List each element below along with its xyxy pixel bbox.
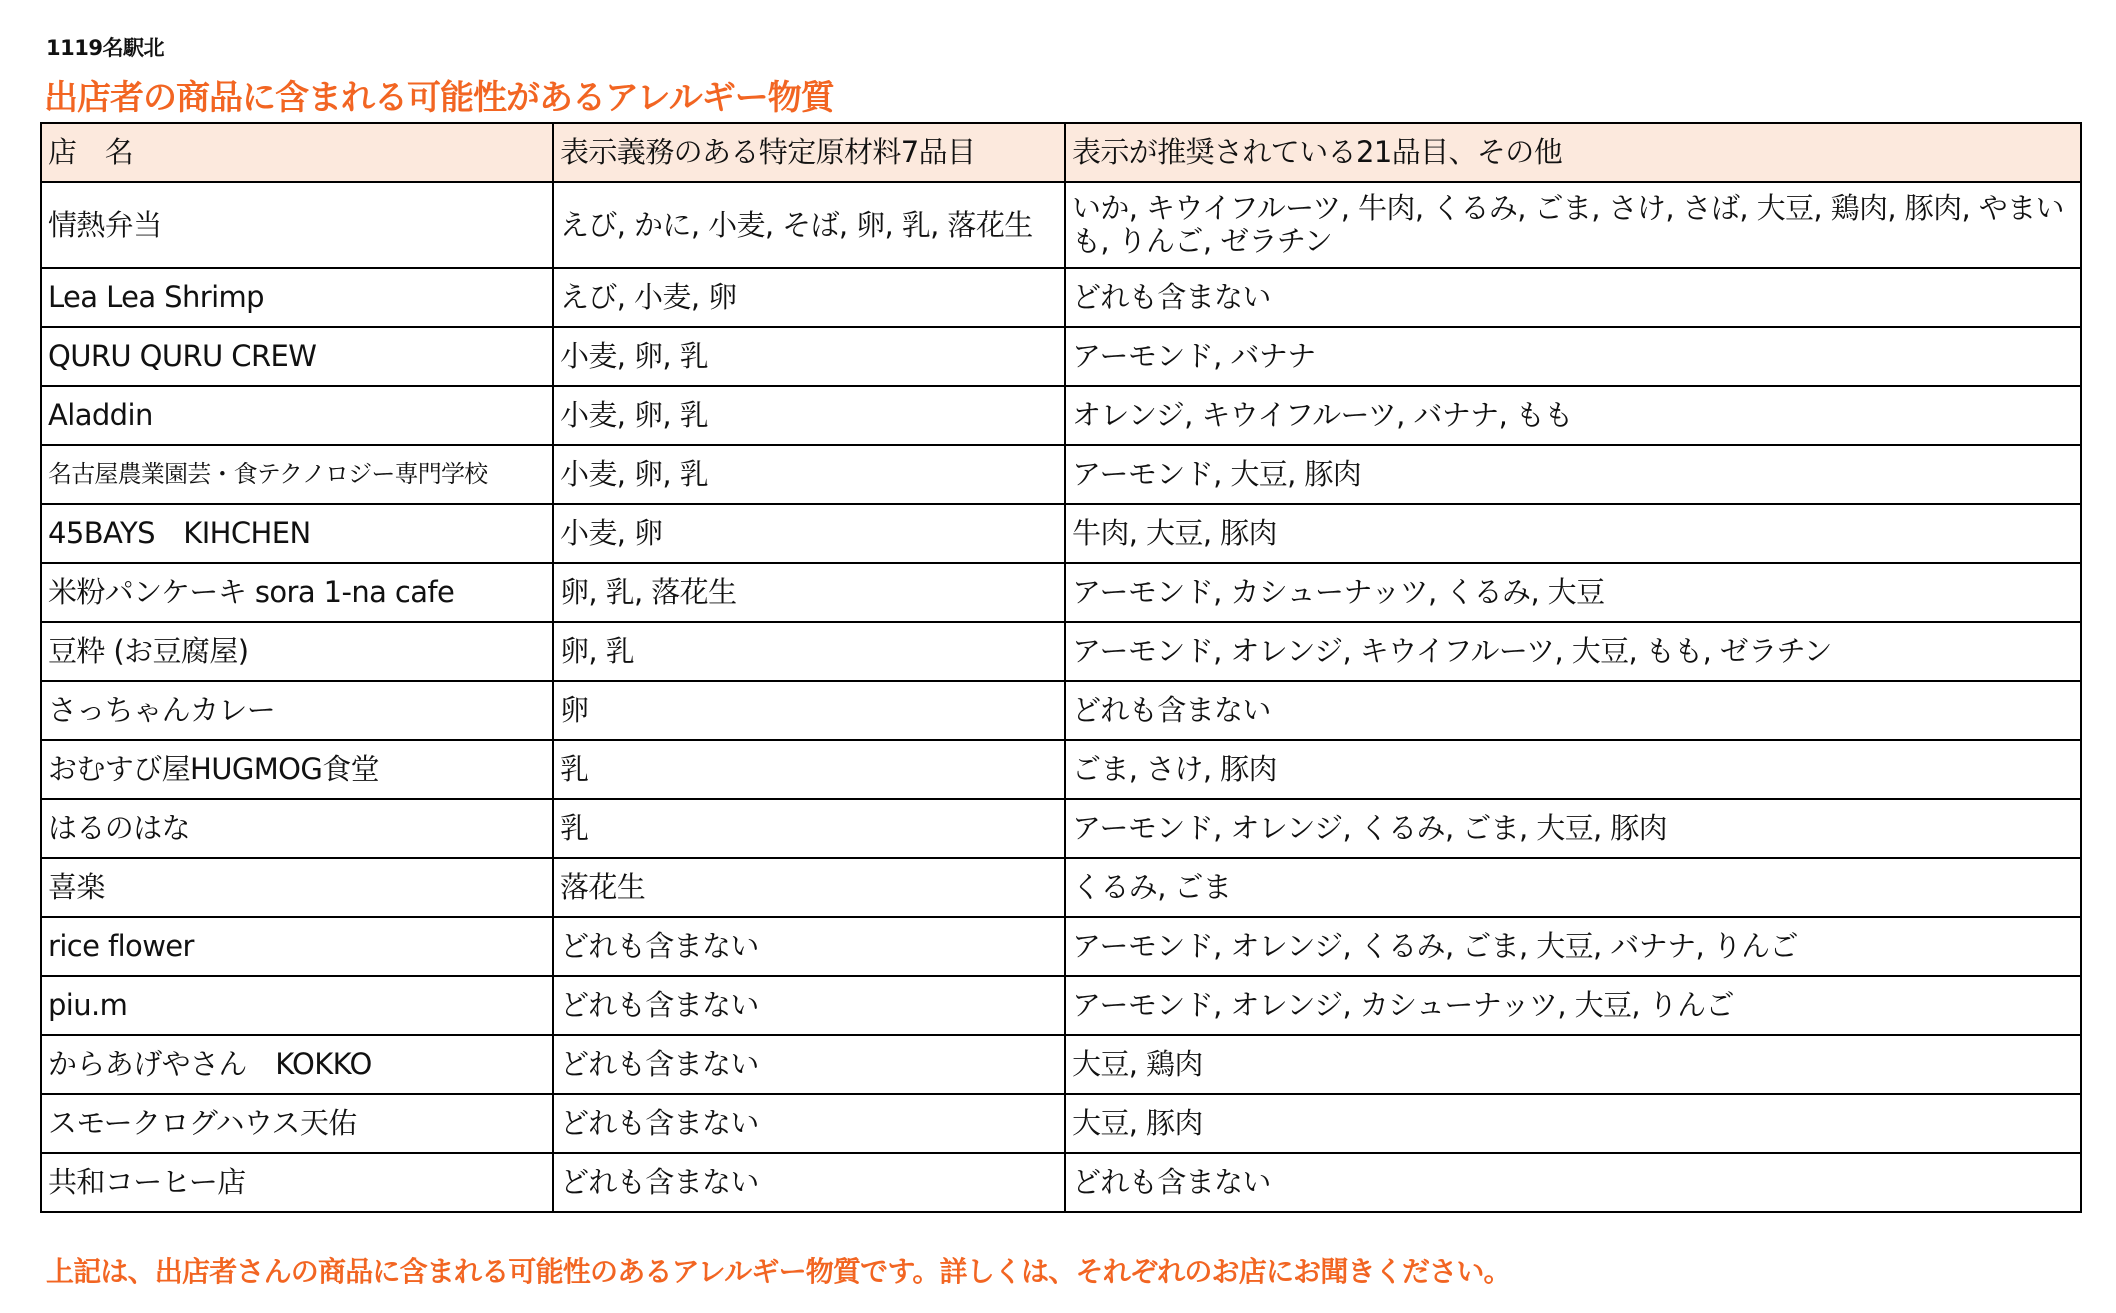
- cell-recommended: アーモンド, 大豆, 豚肉: [1065, 445, 2081, 504]
- cell-mandatory: 卵, 乳: [553, 622, 1065, 681]
- cell-mandatory: 卵: [553, 681, 1065, 740]
- header-mandatory: 表示義務のある特定原材料7品目: [553, 123, 1065, 182]
- cell-store: 名古屋農業園芸・食テクノロジー専門学校: [41, 445, 553, 504]
- cell-store: からあげやさん KOKKO: [41, 1035, 553, 1094]
- cell-store: さっちゃんカレー: [41, 681, 553, 740]
- cell-mandatory: 小麦, 卵: [553, 504, 1065, 563]
- table-row: [41, 327, 2081, 386]
- header-recommended: 表示が推奨されている21品目、その他: [1065, 123, 2081, 182]
- table-body: [41, 182, 2081, 1212]
- page-title: 出店者の商品に含まれる可能性があるアレルギー物質: [44, 78, 834, 118]
- cell-mandatory: どれも含まない: [553, 976, 1065, 1035]
- table-row: [41, 268, 2081, 327]
- cell-recommended: 牛肉, 大豆, 豚肉: [1065, 504, 2081, 563]
- cell-mandatory: えび, かに, 小麦, そば, 卵, 乳, 落花生: [553, 182, 1065, 268]
- table-row: [41, 917, 2081, 976]
- table-row: [41, 445, 2081, 504]
- cell-recommended: アーモンド, オレンジ, くるみ, ごま, 大豆, 豚肉: [1065, 799, 2081, 858]
- cell-mandatory: 小麦, 卵, 乳: [553, 327, 1065, 386]
- cell-recommended: どれも含まない: [1065, 268, 2081, 327]
- table-row: [41, 799, 2081, 858]
- cell-mandatory: どれも含まない: [553, 917, 1065, 976]
- table-row: [41, 563, 2081, 622]
- cell-store: Aladdin: [41, 386, 553, 445]
- cell-store: おむすび屋HUGMOG食堂: [41, 740, 553, 799]
- cell-recommended: どれも含まない: [1065, 681, 2081, 740]
- table-row: [41, 622, 2081, 681]
- cell-recommended: アーモンド, バナナ: [1065, 327, 2081, 386]
- page-label: 1119名駅北: [46, 36, 164, 60]
- cell-store: Lea Lea Shrimp: [41, 268, 553, 327]
- cell-recommended: 大豆, 鶏肉: [1065, 1035, 2081, 1094]
- cell-recommended: ごま, さけ, 豚肉: [1065, 740, 2081, 799]
- cell-recommended: アーモンド, オレンジ, キウイフルーツ, 大豆, もも, ゼラチン: [1065, 622, 2081, 681]
- cell-mandatory: 乳: [553, 799, 1065, 858]
- table-row: [41, 182, 2081, 268]
- table-row: [41, 1094, 2081, 1153]
- header-store: 店 名: [41, 123, 553, 182]
- cell-store: 米粉パンケーキ sora 1-na cafe: [41, 563, 553, 622]
- cell-store: QURU QURU CREW: [41, 327, 553, 386]
- table-row: [41, 386, 2081, 445]
- table-row: [41, 1153, 2081, 1212]
- footnote: 上記は、出店者さんの商品に含まれる可能性のあるアレルギー物質です。詳しくは、それぞれのお店にお聞きください。: [46, 1255, 1511, 1288]
- cell-mandatory: どれも含まない: [553, 1153, 1065, 1212]
- cell-mandatory: どれも含まない: [553, 1035, 1065, 1094]
- cell-store: スモークログハウス天佑: [41, 1094, 553, 1153]
- table-row: [41, 681, 2081, 740]
- cell-store: 喜楽: [41, 858, 553, 917]
- cell-recommended: 大豆, 豚肉: [1065, 1094, 2081, 1153]
- cell-mandatory: えび, 小麦, 卵: [553, 268, 1065, 327]
- cell-recommended: アーモンド, オレンジ, カシューナッツ, 大豆, りんご: [1065, 976, 2081, 1035]
- cell-mandatory: 落花生: [553, 858, 1065, 917]
- table-row: [41, 504, 2081, 563]
- table-row: [41, 1035, 2081, 1094]
- cell-store: 45BAYS KIHCHEN: [41, 504, 553, 563]
- allergen-table: [40, 122, 2082, 1213]
- cell-recommended: オレンジ, キウイフルーツ, バナナ, もも: [1065, 386, 2081, 445]
- cell-store: 共和コーヒー店: [41, 1153, 553, 1212]
- cell-store: はるのはな: [41, 799, 553, 858]
- table-row: [41, 976, 2081, 1035]
- cell-mandatory: 小麦, 卵, 乳: [553, 445, 1065, 504]
- cell-store: piu.m: [41, 976, 553, 1035]
- cell-mandatory: 乳: [553, 740, 1065, 799]
- cell-recommended: どれも含まない: [1065, 1153, 2081, 1212]
- cell-recommended: くるみ, ごま: [1065, 858, 2081, 917]
- cell-mandatory: 卵, 乳, 落花生: [553, 563, 1065, 622]
- cell-mandatory: 小麦, 卵, 乳: [553, 386, 1065, 445]
- cell-store: rice flower: [41, 917, 553, 976]
- cell-store: 情熱弁当: [41, 182, 553, 268]
- cell-recommended: いか, キウイフルーツ, 牛肉, くるみ, ごま, さけ, さば, 大豆, 鶏肉, 豚肉, やまいも, りんご, ゼラチン: [1065, 182, 2081, 268]
- cell-recommended: アーモンド, オレンジ, くるみ, ごま, 大豆, バナナ, りんご: [1065, 917, 2081, 976]
- table-header-row: [41, 123, 2081, 182]
- cell-recommended: アーモンド, カシューナッツ, くるみ, 大豆: [1065, 563, 2081, 622]
- cell-mandatory: どれも含まない: [553, 1094, 1065, 1153]
- table-row: [41, 858, 2081, 917]
- table-row: [41, 740, 2081, 799]
- cell-store: 豆粋 (お豆腐屋): [41, 622, 553, 681]
